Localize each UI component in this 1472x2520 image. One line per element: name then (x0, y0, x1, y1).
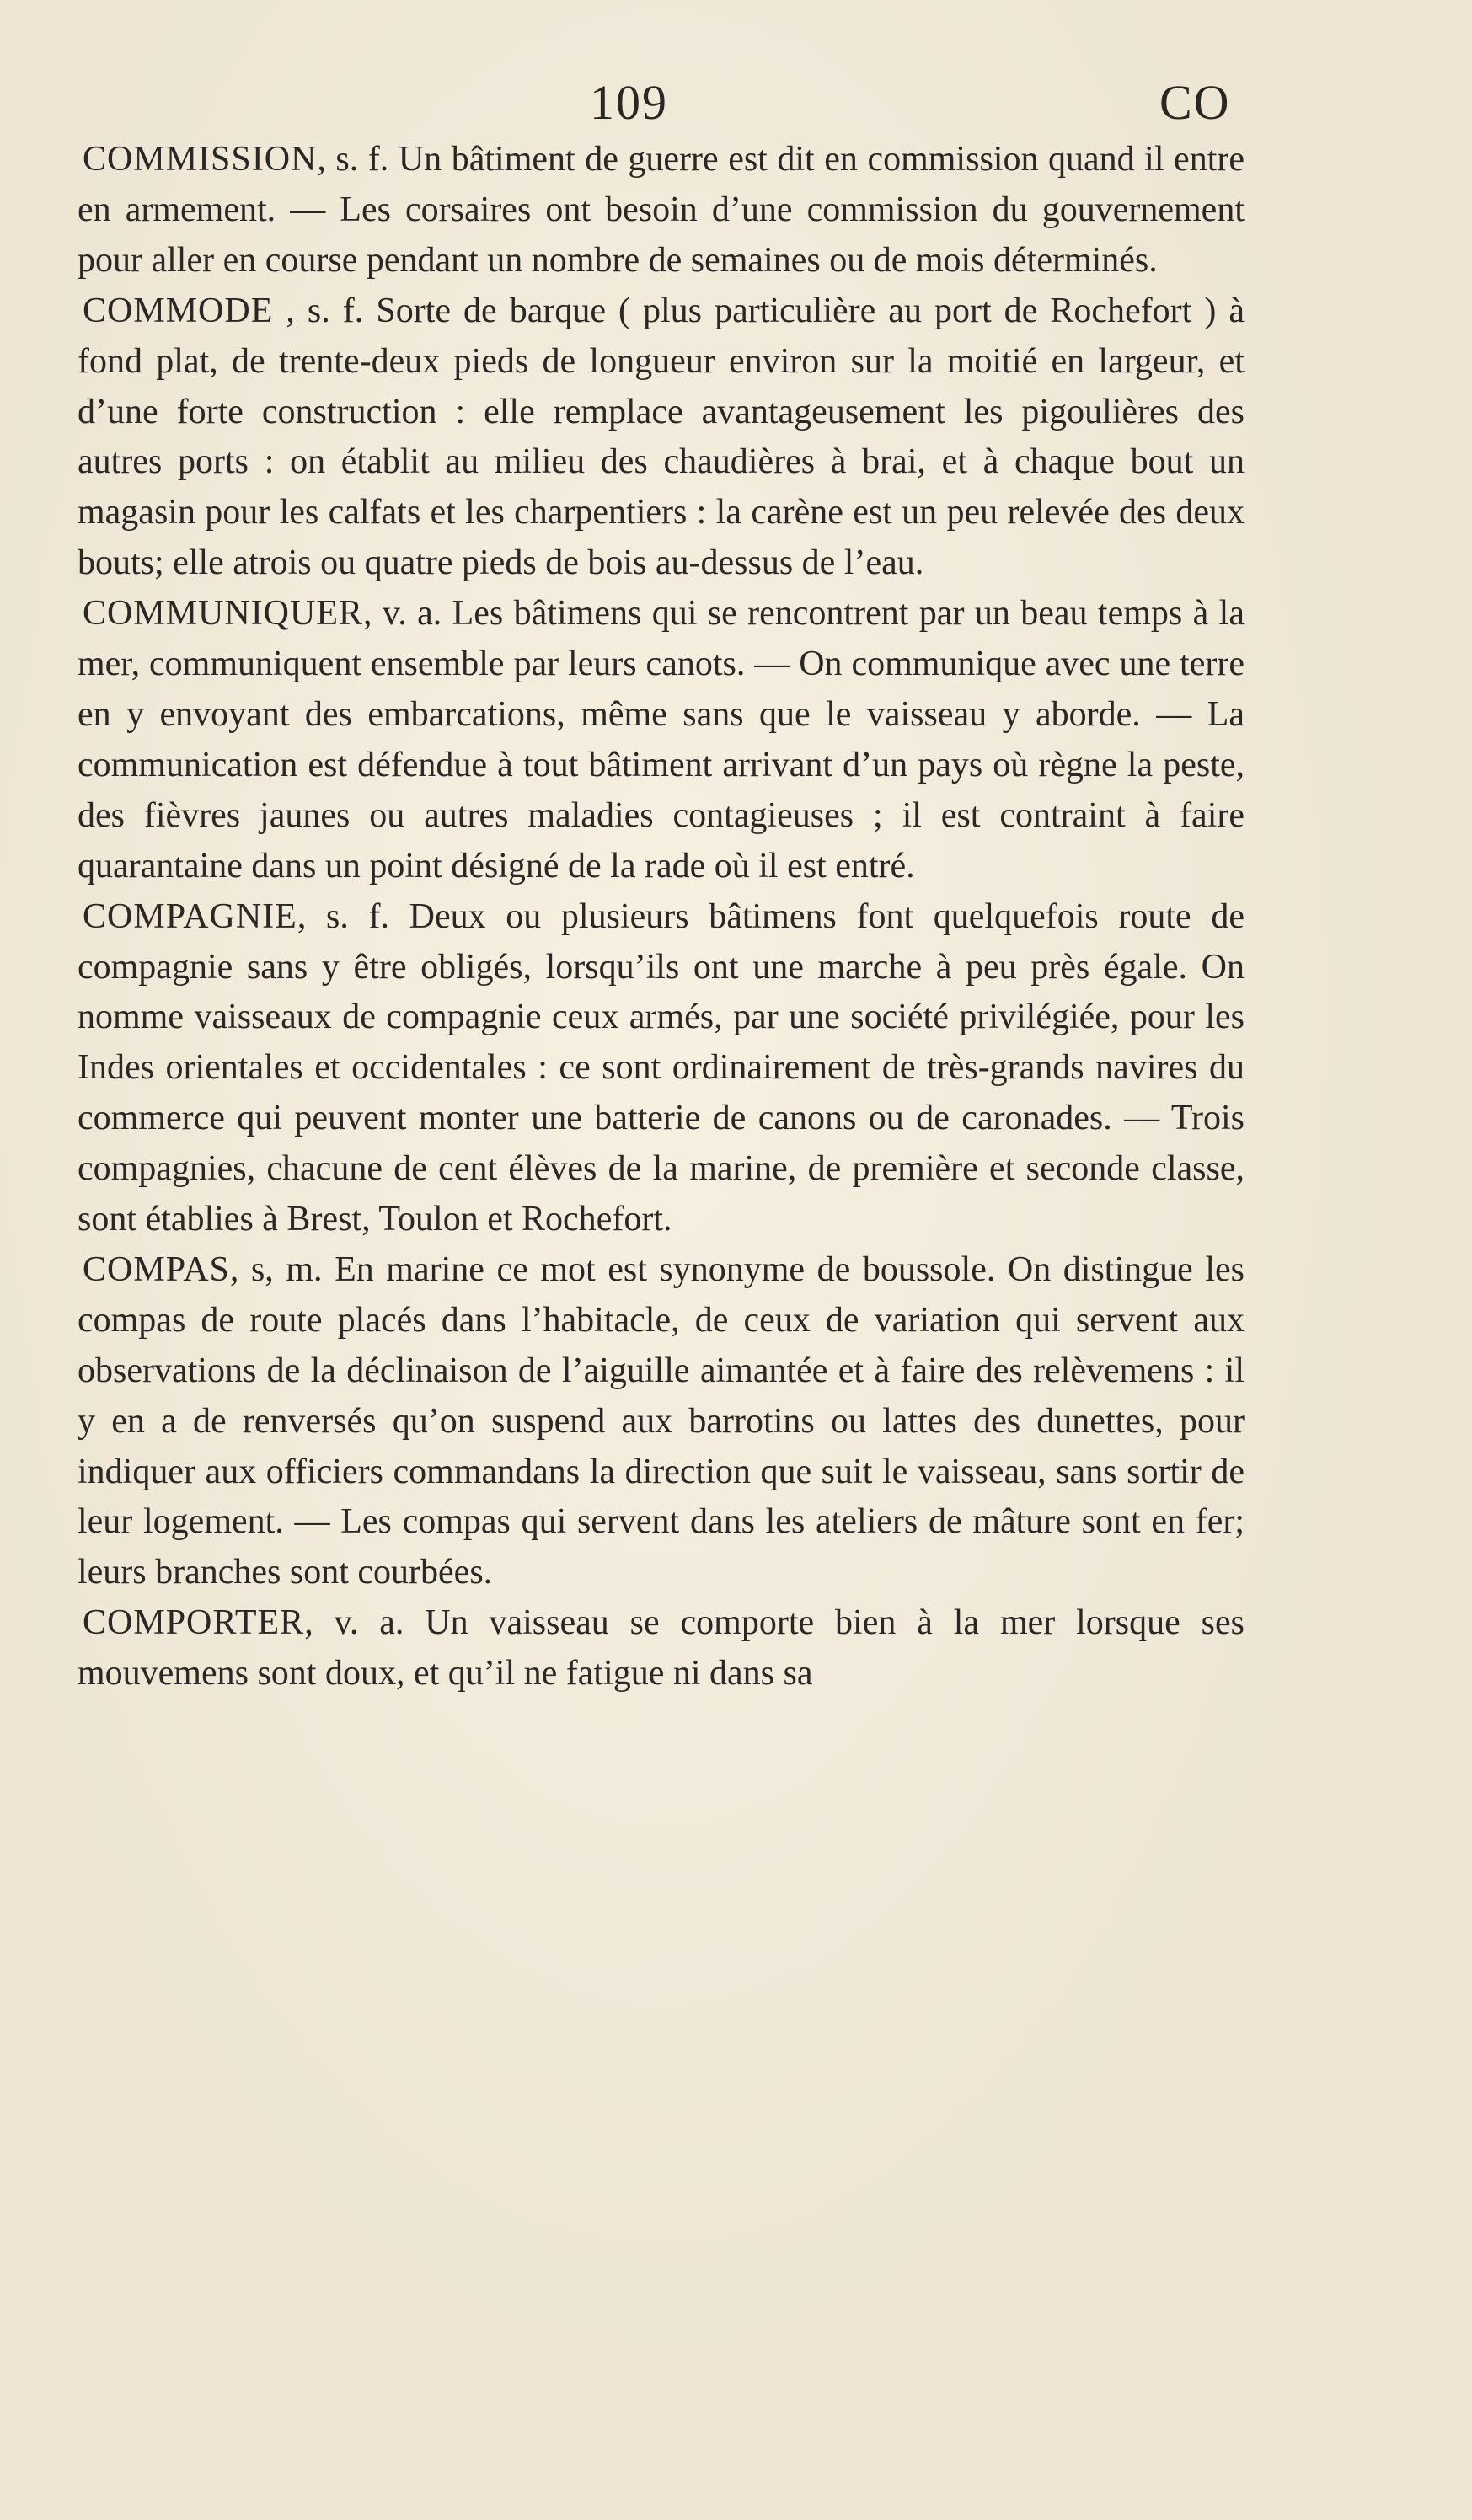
entry-compas (78, 1245, 1245, 1598)
grammar-label: , v. a. (304, 1603, 404, 1643)
definition: Un bâtiment de guerre est dit en commission quand il entre en armement. — Les corsaires ont besoin d’une commission du gouvernement pour aller en course pendant un nombre de semaines ou de mois déterminés. (78, 140, 1245, 280)
definition: Les bâtimens qui se rencontrent par un beau temps à la mer, communiquent ensemble par leurs canots. — On communique avec une terre en y envoyant des embarcations, même sans que le vaisseau y aborde. — La communication est défendue à tout bâtiment arrivant d’un pays où règne la peste, des fièvres jaunes ou autres maladies contagieuses ; il est contraint à faire quarantaine dans un point désigné de la rade où il est entré. (78, 594, 1245, 885)
grammar-label: , v. a. (363, 594, 442, 634)
entry-commode (78, 286, 1245, 589)
grammar-label: , s. f. (273, 291, 364, 330)
headword: COMPAS (83, 1249, 230, 1289)
entry-compagnie (78, 892, 1245, 1245)
entry-comporter (78, 1598, 1245, 1699)
headword: COMPAGNIE (83, 896, 297, 936)
entry-commission (78, 135, 1245, 286)
headword: COMMUNIQUER (83, 594, 364, 634)
dictionary-text (78, 135, 1245, 1699)
headword: COMMODE (83, 291, 274, 330)
page-number: 109 (590, 75, 668, 130)
catchword: CO (1159, 75, 1231, 130)
definition: En marine ce mot est synonyme de boussole. On distingue les compas de route placés dans l’habitacle, de ceux de variation qui servent aux observations de la déclinaison de l’aiguille aimantée et à faire des relèvemens : il y en a de renversés qu’on suspend aux barrotins ou lattes des dunettes, pour indiquer aux officiers commandans la direction que suit le vaisseau, sans sortir de leur logement. — Les compas qui servent dans les ateliers de mâture sont en fer; leurs branches sont courbées. (78, 1249, 1245, 1592)
headword: COMMISSION (83, 140, 318, 179)
definition: Un vaisseau se comporte bien à la mer lorsque ses mouvemens sont doux, et qu’il ne fatigue ni dans sa (78, 1603, 1245, 1693)
grammar-label: , s, m. (229, 1249, 323, 1289)
entry-communiquer (78, 589, 1245, 891)
headword: COMPORTER (83, 1603, 305, 1643)
definition: Deux ou plusieurs bâtimens font quelquefois route de compagnie sans y être obligés, lorsqu’ils ont une marche à peu près égale. On nomme vaisseaux de compagnie ceux armés, par une société privilégiée, pour les Indes orientales et occidentales : ce sont ordinairement de très-grands navires du commerce qui peuvent monter une batterie de canons ou de caronades. — Trois compagnies, chacune de cent élèves de la marine, de première et seconde classe, sont établies à Brest, Toulon et Rochefort. (78, 896, 1245, 1239)
running-head (0, 74, 1472, 142)
definition: Sorte de barque ( plus particulière au port de Rochefort ) à fond plat, de trente-deux pieds de longueur environ sur la moitié en largeur, et d’une forte construction : elle remplace avantageusement les pigoulières des autres ports : on établit au milieu des chaudières à brai, et à chaque bout un magasin pour les calfats et les charpentiers : la carène est un peu relevée des deux bouts; elle atrois ou quatre pieds de bois au-dessus de l’eau. (78, 291, 1245, 583)
grammar-label: , s. f. (297, 896, 389, 936)
grammar-label: , s. f. (317, 140, 389, 179)
